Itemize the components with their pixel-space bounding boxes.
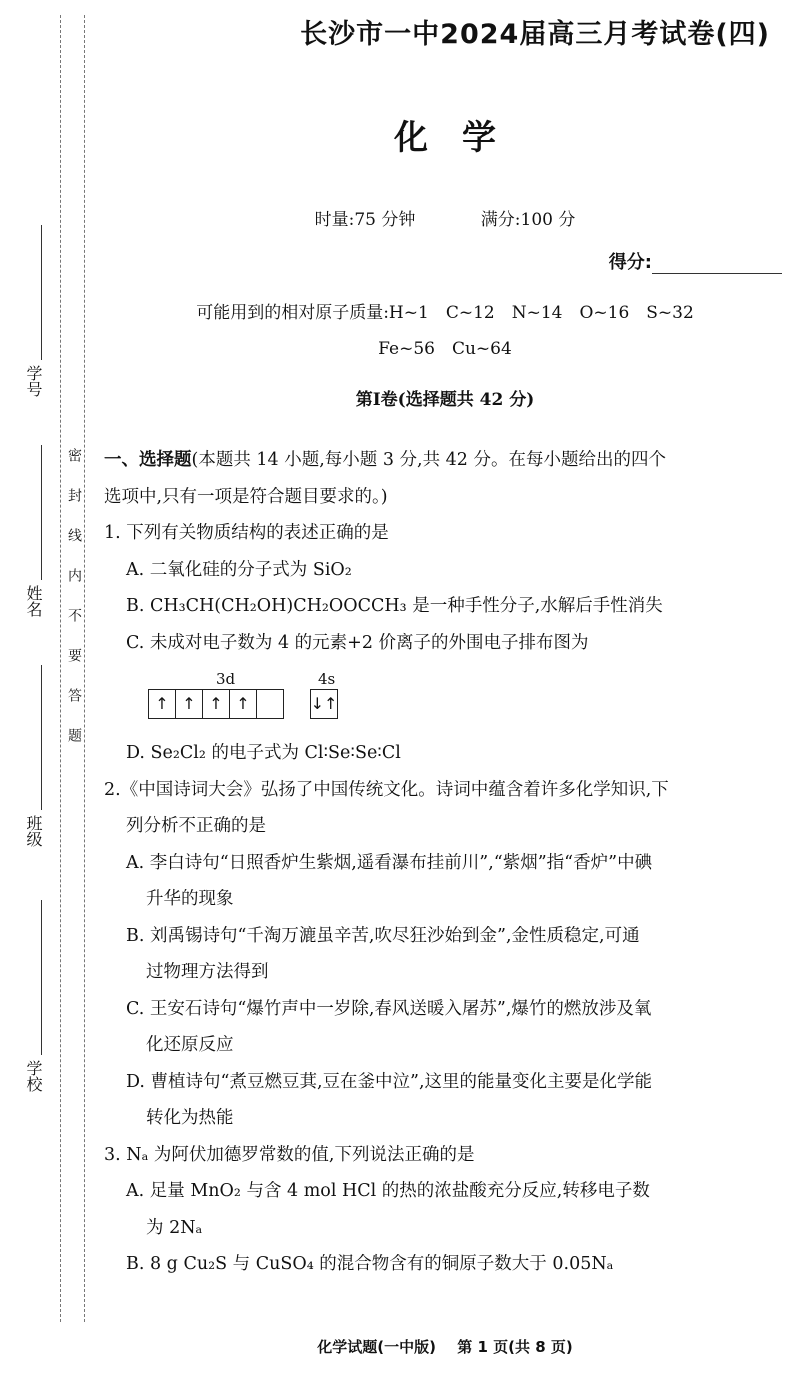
q1-option-c: C. 未成对电子数为 4 的元素+2 价离子的外围电子排布图为: [126, 632, 589, 653]
exam-series-title: 长沙市一中2024届高三月考试卷(四): [300, 19, 770, 50]
name-label: 姓名: [24, 585, 43, 617]
time-limit: 时量:75 分钟: [314, 210, 416, 230]
q2-option-d-cont: 转化为热能: [146, 1108, 234, 1128]
class-label: 班级: [24, 815, 43, 847]
seal-notice: 密封线内不要答题: [66, 448, 82, 768]
name-field[interactable]: [41, 445, 42, 580]
q1-option-a: A. 二氧化硅的分子式为 SiO₂: [126, 559, 352, 580]
exam-page: [100, 0, 790, 1377]
footer-page-number: 第 1 页(共 8 页): [457, 1338, 573, 1356]
q2-option-a-cont: 升华的现象: [146, 889, 234, 909]
orbital-diagram: [148, 661, 784, 735]
orbital-box: ↑: [229, 689, 256, 719]
q1-option-d: D. Se₂Cl₂ 的电子式为 Cl∶Se∶Se∶Cl: [126, 743, 401, 763]
score-blank[interactable]: [652, 255, 782, 274]
subject-title: 化学: [394, 118, 530, 158]
class-field[interactable]: [41, 665, 42, 810]
footer-exam-name: 化学试题(一中版): [317, 1338, 436, 1356]
school-field[interactable]: [41, 900, 42, 1055]
q2-stem-2: 列分析不正确的是: [126, 816, 266, 836]
orbital-box: ↑: [148, 689, 175, 719]
q2-option-d: D. 曹植诗句“煮豆燃豆萁,豆在釜中泣”,这里的能量变化主要是化学能: [126, 1071, 653, 1092]
q2-option-b-cont: 过物理方法得到: [146, 962, 269, 982]
part-heading-label: 一、选择题: [104, 450, 192, 470]
exam-info: [100, 205, 790, 230]
dashed-cut-line: [60, 15, 61, 1322]
q3-option-a: A. 足量 MnO₂ 与含 4 mol HCl 的热的浓盐酸充分反应,转移电子数: [126, 1181, 650, 1201]
q2-option-a: A. 李白诗句“日照香炉生紫烟,遥看瀑布挂前川”,“紫烟”指“香炉”中碘: [126, 852, 653, 873]
full-score: 满分:100 分: [480, 210, 576, 230]
orbital-box: ↑: [175, 689, 202, 719]
q3-option-a-cont: 为 2Nₐ: [146, 1217, 203, 1238]
score-field[interactable]: [609, 248, 782, 274]
page-footer: [100, 1336, 790, 1357]
q3-option-b: B. 8 g Cu₂S 与 CuSO₄ 的混合物含有的铜原子数大于 0.05Nₐ: [126, 1254, 614, 1274]
orbital-box: ↑: [202, 689, 229, 719]
q3-stem: 3. Nₐ 为阿伏加德罗常数的值,下列说法正确的是: [104, 1144, 475, 1165]
q2-option-c: C. 王安石诗句“爆竹声中一岁除,春风送暖入屠苏”,爆竹的燃放涉及氧: [126, 998, 652, 1019]
orbital-3d-boxes: [148, 689, 284, 719]
q1-option-b: B. CH₃CH(CH₂OH)CH₂OOCCH₃ 是一种手性分子,水解后手性消失: [126, 596, 663, 616]
q1-stem: 1. 下列有关物质结构的表述正确的是: [104, 523, 389, 543]
section-title: 第Ⅰ卷(选择题共 42 分): [355, 390, 535, 410]
orbital-4s-boxes: [310, 689, 338, 719]
part-heading: [104, 442, 784, 479]
student-id-label: 学号: [24, 365, 43, 397]
part-instructions-1: (本题共 14 小题,每小题 3 分,共 42 分。在每小题给出的四个: [191, 450, 666, 470]
q2-stem-1: 2.《中国诗词大会》弘扬了中国传统文化。诗词中蕴含着许多化学知识,下: [104, 779, 669, 800]
score-label: 得分:: [608, 252, 652, 273]
binding-margin: [0, 0, 100, 1377]
school-label: 学校: [24, 1060, 43, 1092]
atomic-masses-line-2: Fe~56 Cu~64: [378, 339, 512, 359]
orbital-4s-label: 4s: [318, 670, 336, 688]
questions: [104, 442, 784, 1283]
atomic-masses-line-1: 可能用到的相对原子质量:H~1 C~12 N~14 O~16 S~32: [196, 303, 694, 323]
part-instructions-2: 选项中,只有一项是符合题目要求的。): [104, 486, 388, 507]
dashed-seal-line: [84, 15, 85, 1322]
q2-option-b: B. 刘禹锡诗句“千淘万漉虽辛苦,吹尽狂沙始到金”,金性质稳定,可通: [126, 925, 640, 946]
orbital-3d-label: 3d: [216, 670, 236, 688]
atomic-masses: [100, 295, 790, 367]
orbital-box: [256, 689, 284, 719]
student-id-field[interactable]: [41, 225, 42, 360]
orbital-box: ↓↑: [310, 689, 338, 719]
q2-option-c-cont: 化还原反应: [146, 1035, 234, 1055]
